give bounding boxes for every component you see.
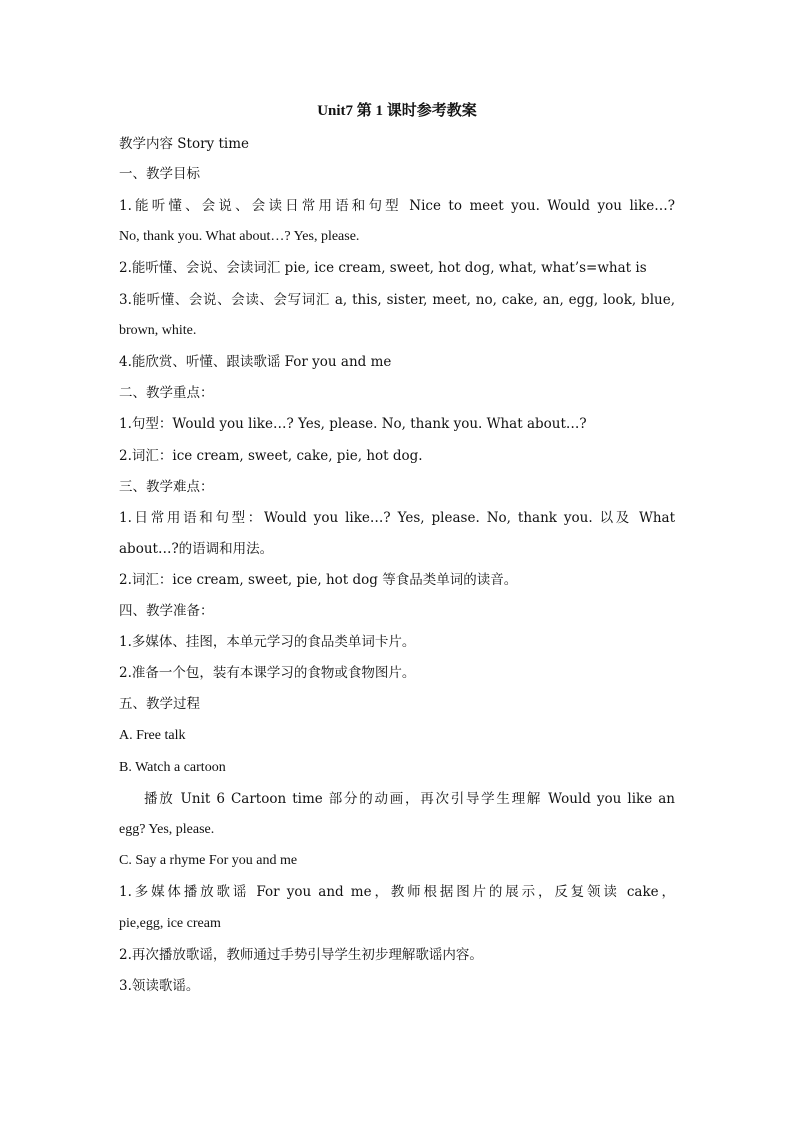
objective-2: 2.能听懂、会说、会读词汇 pie, ice cream, sweet, hot dog, what, what’s=what is bbox=[119, 260, 647, 276]
objective-4: 4.能欣赏、听懂、跟读歌谣 For you and me bbox=[119, 354, 392, 370]
objective-3: 3.能听懂、会说、会读、会写词汇 a, this, sister, meet, no, cake, an, egg, look, blue, bbox=[119, 292, 675, 308]
objective-3-cont: brown, white. bbox=[119, 323, 197, 338]
difficulty-2: 2.词汇：ice cream, sweet, pie, hot dog 等食品类单词的读音。 bbox=[119, 572, 518, 588]
rhyme-step-2: 2.再次播放歌谣，教师通过手势引导学生初步理解歌谣内容。 bbox=[119, 947, 483, 963]
section-heading-preparation: 四、教学准备： bbox=[119, 603, 214, 619]
rhyme-step-3: 3.领读歌谣。 bbox=[119, 978, 200, 994]
preparation-1: 1.多媒体、挂图，本单元学习的食品类单词卡片。 bbox=[119, 634, 416, 650]
content-topic: 教学内容 Story time bbox=[119, 136, 249, 152]
rhyme-step-1: 1.多媒体播放歌谣 For you and me，教师根据图片的展示，反复领读 cake， bbox=[119, 884, 675, 900]
section-heading-process: 五、教学过程 bbox=[119, 696, 200, 712]
step-b-watch-cartoon: B. Watch a cartoon bbox=[119, 760, 226, 775]
section-heading-key-points: 二、教学重点： bbox=[119, 385, 214, 401]
preparation-2: 2.准备一个包，装有本课学习的食物或食物图片。 bbox=[119, 665, 416, 681]
section-heading-difficulties: 三、教学难点： bbox=[119, 479, 214, 495]
step-b-description: 播放 Unit 6 Cartoon time 部分的动画，再次引导学生理解 Would you like an bbox=[144, 791, 675, 807]
key-point-1: 1.句型：Would you like…? Yes, please. No, thank you. What about…? bbox=[119, 416, 587, 432]
rhyme-step-1-cont: pie,egg, ice cream bbox=[119, 916, 221, 931]
objective-1: 1.能听懂、会说、会读日常用语和句型 Nice to meet you. Would you like…? bbox=[119, 198, 675, 214]
document-title: Unit7 第 1 课时参考教案 bbox=[317, 103, 477, 119]
key-point-2: 2.词汇：ice cream, sweet, cake, pie, hot dog. bbox=[119, 448, 423, 464]
difficulty-1: 1.日常用语和句型：Would you like…? Yes, please. No, thank you. 以及 What bbox=[119, 510, 675, 526]
step-b-description-cont: egg? Yes, please. bbox=[119, 822, 215, 837]
step-c-say-rhyme: C. Say a rhyme For you and me bbox=[119, 853, 298, 868]
objective-1-cont: No, thank you. What about…? Yes, please. bbox=[119, 229, 360, 244]
section-heading-objectives: 一、教学目标 bbox=[119, 166, 200, 182]
difficulty-1-cont: about…?的语调和用法。 bbox=[119, 541, 274, 557]
step-a-free-talk: A. Free talk bbox=[119, 728, 186, 743]
